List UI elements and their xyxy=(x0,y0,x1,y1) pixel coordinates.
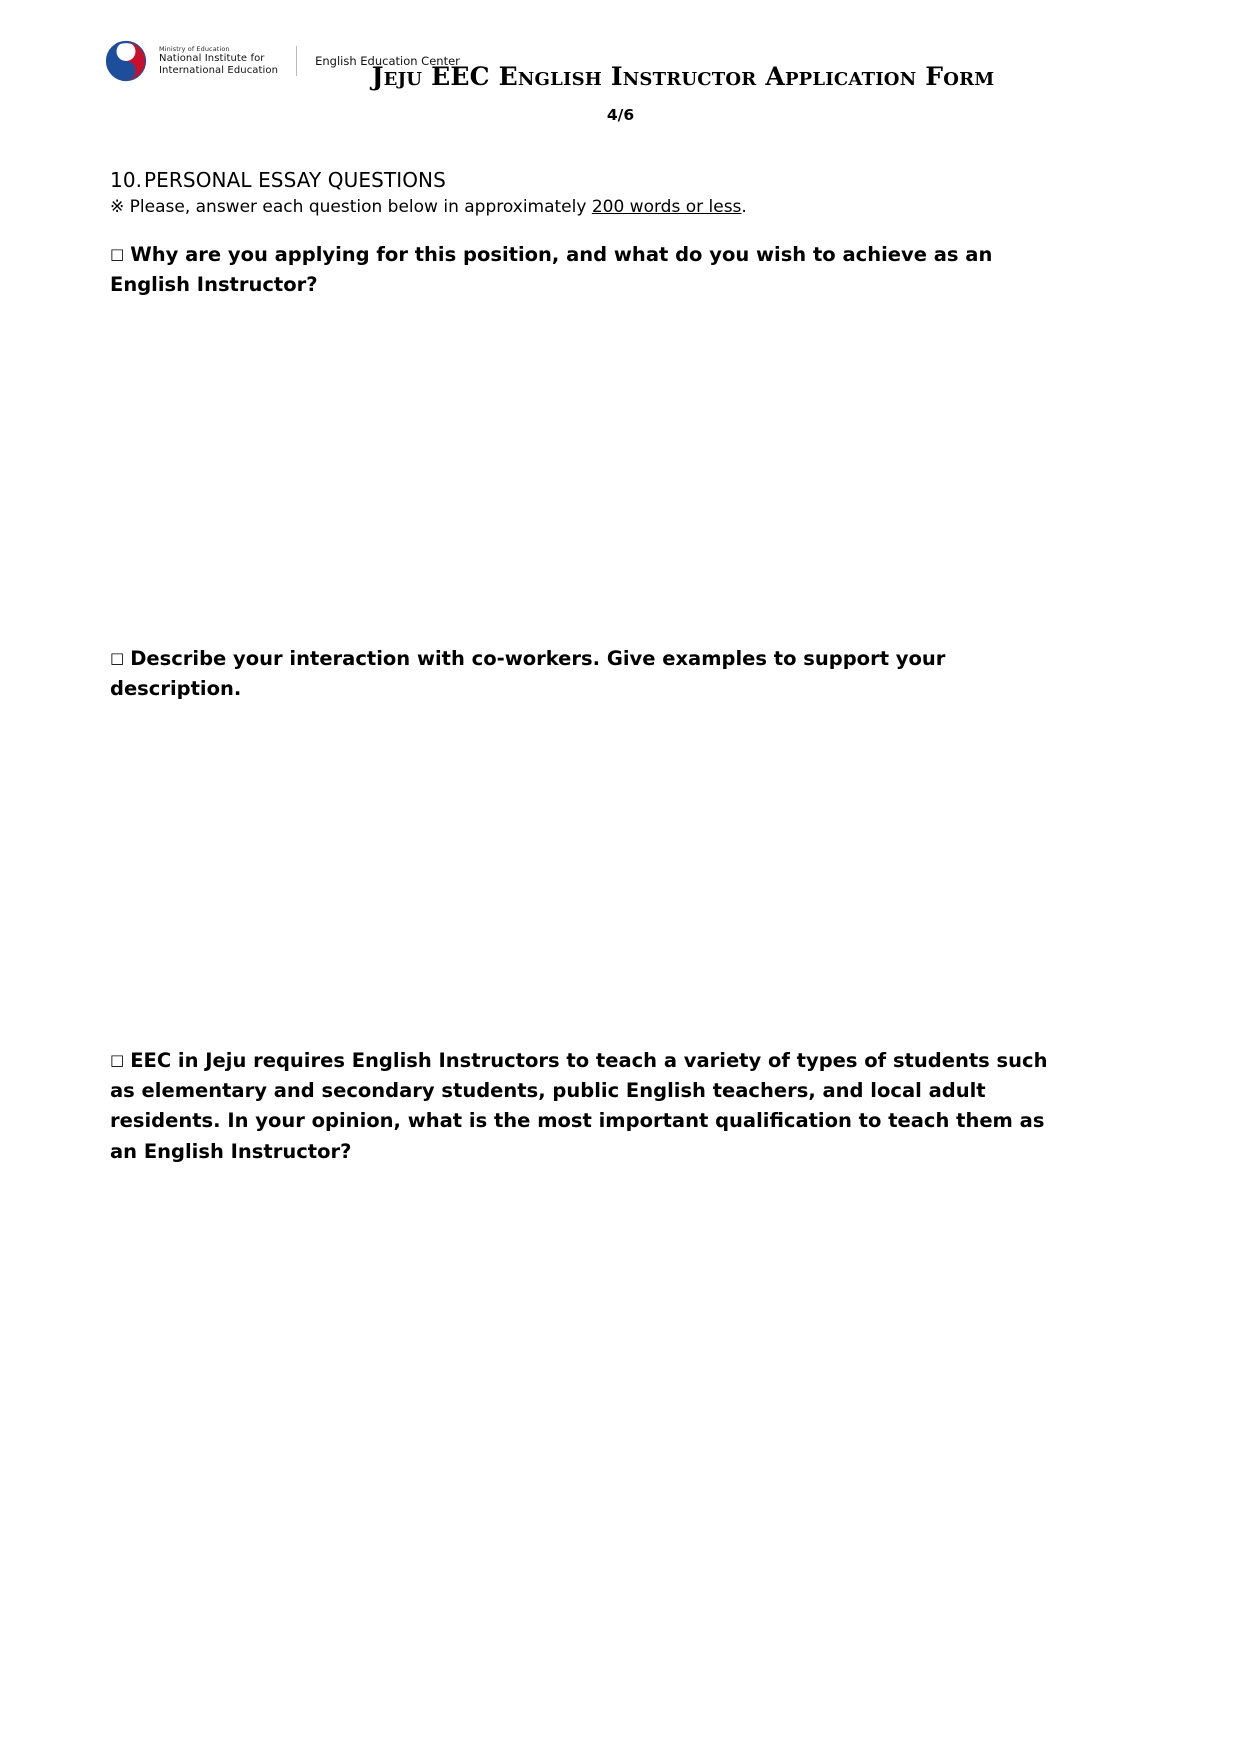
instruction-note xyxy=(110,196,1135,220)
essay-question-3-text: EEC in Jeju requires English Instructors to teach a variety of types of students such as elementary and secondary students, public English teachers, and local adult residents. In your opinion, what is the most important qualification to teach them as an English Instructor? xyxy=(110,1049,1048,1163)
checkbox-square-icon[interactable]: □ xyxy=(110,1051,125,1069)
ministry-label: Ministry of Education xyxy=(159,44,230,53)
essay-answer-area-1[interactable] xyxy=(110,318,1110,628)
essay-question-2 xyxy=(110,644,1070,704)
section-number: 10. xyxy=(110,168,143,192)
note-underlined: 200 words or less xyxy=(591,197,742,217)
checkbox-square-icon[interactable]: □ xyxy=(110,245,125,263)
essay-answer-area-2[interactable] xyxy=(110,718,1110,1028)
section-heading xyxy=(110,168,1135,192)
center-name-label: English Education Center xyxy=(315,54,460,68)
essay-question-3 xyxy=(110,1046,1060,1167)
form-content xyxy=(110,168,1135,1163)
essay-question-1 xyxy=(110,240,1010,300)
checkbox-square-icon[interactable]: □ xyxy=(110,649,125,667)
document-header xyxy=(0,0,1241,124)
page-number: 4/6 xyxy=(606,106,635,124)
essay-question-2-text: Describe your interaction with co-workers. Give examples to support your description. xyxy=(110,647,946,701)
essay-question-1-text: Why are you applying for this position, and what do you wish to achieve as an English Instructor? xyxy=(110,243,993,297)
page-title: Jeju EEC English Instructor Application Form xyxy=(371,62,995,91)
institute-line-2: International Education xyxy=(159,64,279,76)
essay-answer-area-3[interactable] xyxy=(110,1198,1110,1578)
note-prefix: ※ Please, answer each question below in approximately xyxy=(110,197,592,217)
institute-line-1: National Institute for xyxy=(159,53,265,65)
note-suffix: . xyxy=(741,197,747,217)
section-title: PERSONAL ESSAY QUESTIONS xyxy=(144,168,446,192)
